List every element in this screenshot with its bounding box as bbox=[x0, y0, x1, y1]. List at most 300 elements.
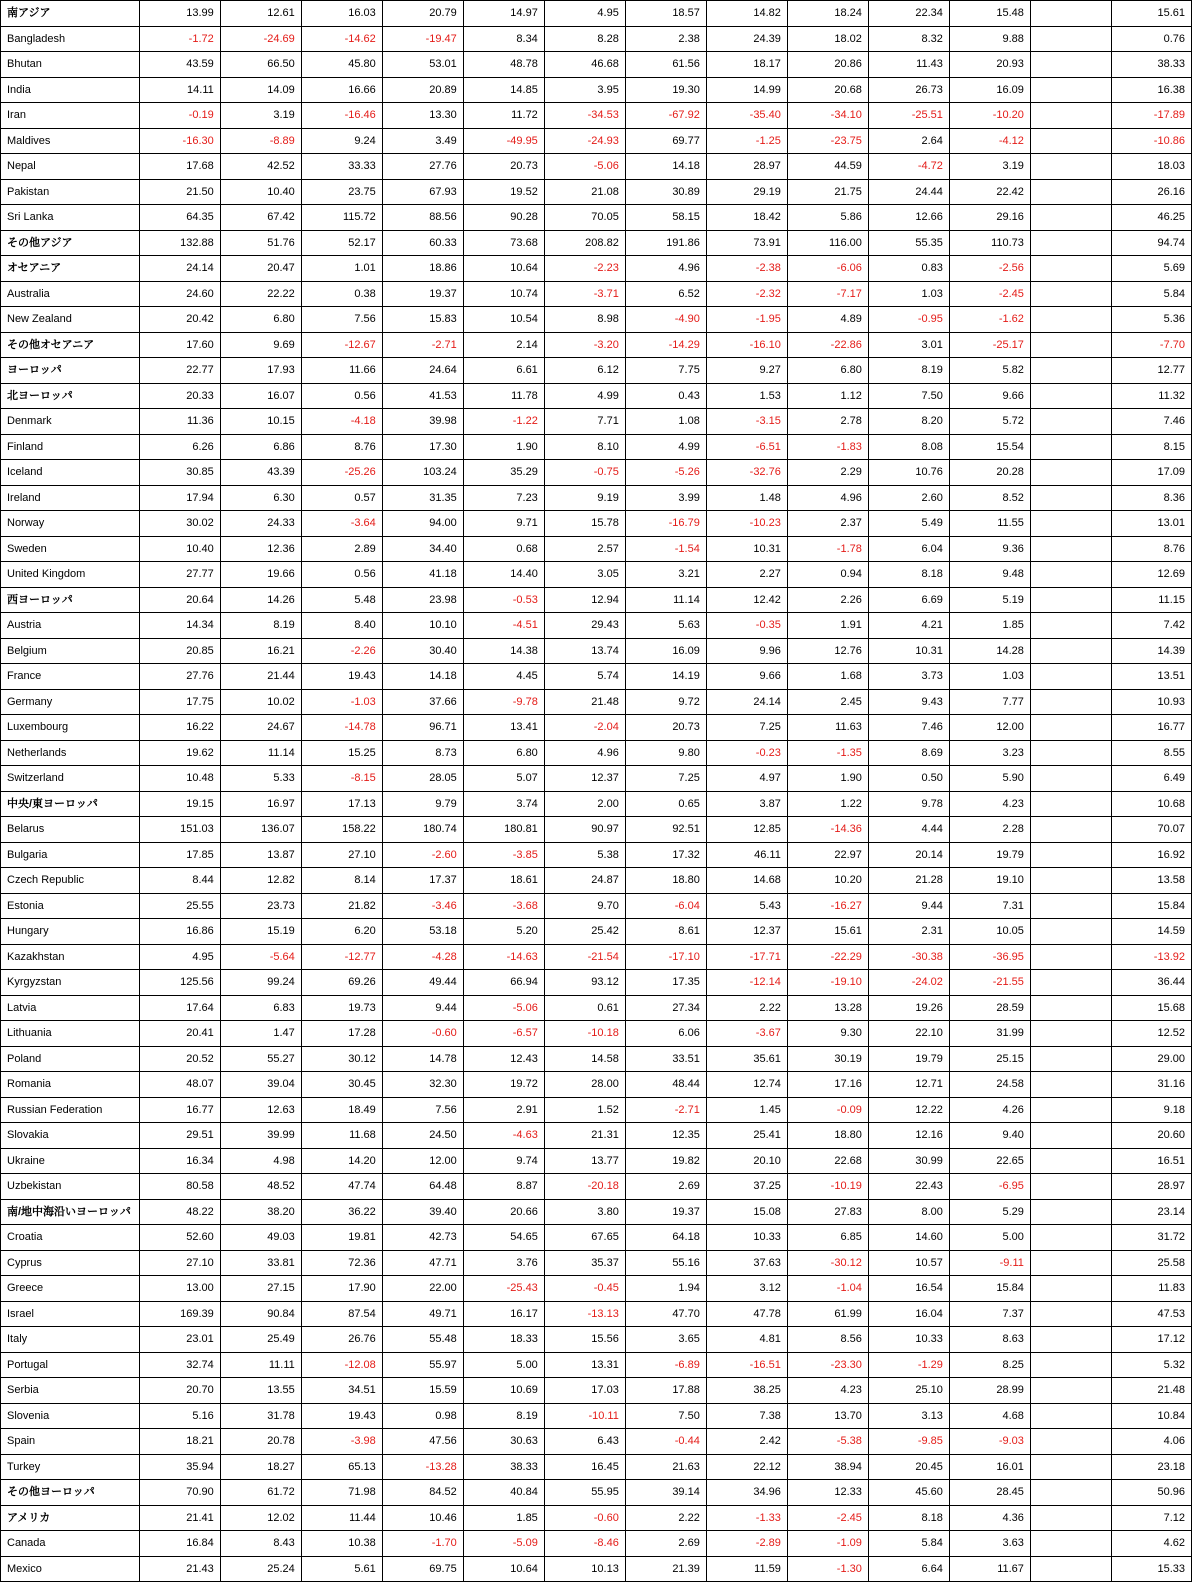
value-cell: 37.66 bbox=[382, 689, 463, 715]
value-cell: 6.30 bbox=[220, 485, 301, 511]
value-cell: -4.28 bbox=[382, 944, 463, 970]
value-cell: 16.34 bbox=[139, 1148, 220, 1174]
table-row bbox=[1, 383, 1192, 409]
value-cell: 8.19 bbox=[463, 1403, 544, 1429]
value-cell: 8.19 bbox=[868, 358, 949, 384]
value-cell: 29.00 bbox=[1111, 1046, 1191, 1072]
value-cell: 24.64 bbox=[382, 358, 463, 384]
row-label: Finland bbox=[1, 434, 140, 460]
value-cell: 3.19 bbox=[949, 154, 1030, 180]
empty-cell bbox=[1030, 154, 1111, 180]
value-cell: 6.69 bbox=[868, 587, 949, 613]
value-cell: 26.73 bbox=[868, 77, 949, 103]
value-cell: -16.46 bbox=[301, 103, 382, 129]
value-cell: -24.93 bbox=[544, 128, 625, 154]
row-label: Cyprus bbox=[1, 1250, 140, 1276]
value-cell: 16.97 bbox=[220, 791, 301, 817]
value-cell: 10.15 bbox=[220, 409, 301, 435]
value-cell: 47.71 bbox=[382, 1250, 463, 1276]
value-cell: 27.10 bbox=[139, 1250, 220, 1276]
value-cell: 15.56 bbox=[544, 1327, 625, 1353]
value-cell: 24.44 bbox=[868, 179, 949, 205]
value-cell: 19.37 bbox=[382, 281, 463, 307]
value-cell: 15.54 bbox=[949, 434, 1030, 460]
value-cell: 49.03 bbox=[220, 1225, 301, 1251]
value-cell: -13.92 bbox=[1111, 944, 1191, 970]
value-cell: 20.73 bbox=[625, 715, 706, 741]
value-cell: 64.18 bbox=[625, 1225, 706, 1251]
value-cell: 4.45 bbox=[463, 664, 544, 690]
row-label: Austria bbox=[1, 613, 140, 639]
value-cell: 3.49 bbox=[382, 128, 463, 154]
value-cell: 10.31 bbox=[868, 638, 949, 664]
value-cell: 5.16 bbox=[139, 1403, 220, 1429]
value-cell: 6.80 bbox=[787, 358, 868, 384]
value-cell: 19.73 bbox=[301, 995, 382, 1021]
value-cell: 14.99 bbox=[706, 77, 787, 103]
value-cell: 20.47 bbox=[220, 256, 301, 282]
value-cell: 16.54 bbox=[868, 1276, 949, 1302]
empty-cell bbox=[1030, 1480, 1111, 1506]
value-cell: 28.97 bbox=[1111, 1174, 1191, 1200]
value-cell: 1.85 bbox=[949, 613, 1030, 639]
value-cell: -16.27 bbox=[787, 893, 868, 919]
value-cell: 0.56 bbox=[301, 562, 382, 588]
value-cell: 16.07 bbox=[220, 383, 301, 409]
value-cell: 39.99 bbox=[220, 1123, 301, 1149]
table-row bbox=[1, 485, 1192, 511]
value-cell: 5.49 bbox=[868, 511, 949, 537]
value-cell: 5.32 bbox=[1111, 1352, 1191, 1378]
value-cell: 12.33 bbox=[787, 1480, 868, 1506]
value-cell: 42.73 bbox=[382, 1225, 463, 1251]
value-cell: 31.78 bbox=[220, 1403, 301, 1429]
value-cell: 8.08 bbox=[868, 434, 949, 460]
table-row bbox=[1, 689, 1192, 715]
value-cell: 38.25 bbox=[706, 1378, 787, 1404]
value-cell: 9.71 bbox=[463, 511, 544, 537]
value-cell: 11.66 bbox=[301, 358, 382, 384]
value-cell: 10.76 bbox=[868, 460, 949, 486]
value-cell: 38.33 bbox=[1111, 52, 1191, 78]
value-cell: 4.89 bbox=[787, 307, 868, 333]
value-cell: -1.29 bbox=[868, 1352, 949, 1378]
value-cell: 20.33 bbox=[139, 383, 220, 409]
value-cell: 1.53 bbox=[706, 383, 787, 409]
value-cell: 52.17 bbox=[301, 230, 382, 256]
value-cell: 28.45 bbox=[949, 1480, 1030, 1506]
value-cell: 38.33 bbox=[463, 1454, 544, 1480]
value-cell: 15.68 bbox=[1111, 995, 1191, 1021]
value-cell: 27.76 bbox=[139, 664, 220, 690]
empty-cell bbox=[1030, 1429, 1111, 1455]
value-cell: 21.50 bbox=[139, 179, 220, 205]
value-cell: 16.92 bbox=[1111, 842, 1191, 868]
value-cell: 14.38 bbox=[463, 638, 544, 664]
value-cell: -10.20 bbox=[949, 103, 1030, 129]
value-cell: -10.86 bbox=[1111, 128, 1191, 154]
value-cell: 18.21 bbox=[139, 1429, 220, 1455]
value-cell: 32.74 bbox=[139, 1352, 220, 1378]
value-cell: 23.75 bbox=[301, 179, 382, 205]
value-cell: 46.68 bbox=[544, 52, 625, 78]
value-cell: -8.46 bbox=[544, 1531, 625, 1557]
value-cell: 24.39 bbox=[706, 26, 787, 52]
value-cell: 47.74 bbox=[301, 1174, 382, 1200]
table-row bbox=[1, 791, 1192, 817]
value-cell: 24.50 bbox=[382, 1123, 463, 1149]
value-cell: 6.86 bbox=[220, 434, 301, 460]
value-cell: 18.61 bbox=[463, 868, 544, 894]
row-label: Latvia bbox=[1, 995, 140, 1021]
value-cell: 20.52 bbox=[139, 1046, 220, 1072]
table-row bbox=[1, 536, 1192, 562]
value-cell: 55.97 bbox=[382, 1352, 463, 1378]
value-cell: 6.80 bbox=[220, 307, 301, 333]
value-cell: 10.33 bbox=[868, 1327, 949, 1353]
value-cell: 1.90 bbox=[463, 434, 544, 460]
value-cell: 17.88 bbox=[625, 1378, 706, 1404]
value-cell: 5.86 bbox=[787, 205, 868, 231]
row-label: Portugal bbox=[1, 1352, 140, 1378]
value-cell: -35.40 bbox=[706, 103, 787, 129]
empty-cell bbox=[1030, 1199, 1111, 1225]
value-cell: 110.73 bbox=[949, 230, 1030, 256]
value-cell: 10.68 bbox=[1111, 791, 1191, 817]
value-cell: -2.26 bbox=[301, 638, 382, 664]
value-cell: -1.95 bbox=[706, 307, 787, 333]
value-cell: 19.15 bbox=[139, 791, 220, 817]
value-cell: 15.48 bbox=[949, 1, 1030, 27]
value-cell: 16.17 bbox=[463, 1301, 544, 1327]
value-cell: 21.41 bbox=[139, 1505, 220, 1531]
value-cell: 11.14 bbox=[220, 740, 301, 766]
value-cell: -10.18 bbox=[544, 1021, 625, 1047]
value-cell: -10.11 bbox=[544, 1403, 625, 1429]
value-cell: 48.44 bbox=[625, 1072, 706, 1098]
value-cell: 13.01 bbox=[1111, 511, 1191, 537]
value-cell: -1.22 bbox=[463, 409, 544, 435]
value-cell: 2.78 bbox=[787, 409, 868, 435]
value-cell: 9.43 bbox=[868, 689, 949, 715]
value-cell: 23.98 bbox=[382, 587, 463, 613]
value-cell: 5.38 bbox=[544, 842, 625, 868]
value-cell: 67.65 bbox=[544, 1225, 625, 1251]
value-cell: 19.30 bbox=[625, 77, 706, 103]
value-cell: 10.64 bbox=[463, 256, 544, 282]
value-cell: 25.55 bbox=[139, 893, 220, 919]
value-cell: 64.48 bbox=[382, 1174, 463, 1200]
value-cell: -12.14 bbox=[706, 970, 787, 996]
row-label: Sri Lanka bbox=[1, 205, 140, 231]
empty-cell bbox=[1030, 52, 1111, 78]
value-cell: 30.12 bbox=[301, 1046, 382, 1072]
value-cell: 54.65 bbox=[463, 1225, 544, 1251]
row-label: Sweden bbox=[1, 536, 140, 562]
value-cell: 3.19 bbox=[220, 103, 301, 129]
value-cell: -2.32 bbox=[706, 281, 787, 307]
value-cell: 47.56 bbox=[382, 1429, 463, 1455]
value-cell: 24.14 bbox=[706, 689, 787, 715]
value-cell: 12.66 bbox=[868, 205, 949, 231]
value-cell: 21.82 bbox=[301, 893, 382, 919]
value-cell: 30.85 bbox=[139, 460, 220, 486]
value-cell: 20.85 bbox=[139, 638, 220, 664]
value-cell: 19.43 bbox=[301, 664, 382, 690]
value-cell: 52.60 bbox=[139, 1225, 220, 1251]
table-row bbox=[1, 103, 1192, 129]
value-cell: -5.06 bbox=[463, 995, 544, 1021]
value-cell: 22.22 bbox=[220, 281, 301, 307]
value-cell: 19.72 bbox=[463, 1072, 544, 1098]
value-cell: -30.38 bbox=[868, 944, 949, 970]
value-cell: 151.03 bbox=[139, 817, 220, 843]
value-cell: -25.17 bbox=[949, 332, 1030, 358]
value-cell: 3.80 bbox=[544, 1199, 625, 1225]
value-cell: -1.54 bbox=[625, 536, 706, 562]
value-cell: 13.28 bbox=[787, 995, 868, 1021]
value-cell: 20.78 bbox=[220, 1429, 301, 1455]
value-cell: 34.51 bbox=[301, 1378, 382, 1404]
value-cell: 2.29 bbox=[787, 460, 868, 486]
row-label: Serbia bbox=[1, 1378, 140, 1404]
value-cell: -14.29 bbox=[625, 332, 706, 358]
value-cell: 4.36 bbox=[949, 1505, 1030, 1531]
value-cell: 14.39 bbox=[1111, 638, 1191, 664]
value-cell: 11.68 bbox=[301, 1123, 382, 1149]
value-cell: 22.34 bbox=[868, 1, 949, 27]
empty-cell bbox=[1030, 1174, 1111, 1200]
table-row bbox=[1, 77, 1192, 103]
value-cell: 0.76 bbox=[1111, 26, 1191, 52]
value-cell: -1.04 bbox=[787, 1276, 868, 1302]
value-cell: 47.70 bbox=[625, 1301, 706, 1327]
value-cell: 17.64 bbox=[139, 995, 220, 1021]
value-cell: 10.54 bbox=[463, 307, 544, 333]
value-cell: 1.52 bbox=[544, 1097, 625, 1123]
value-cell: 2.69 bbox=[625, 1174, 706, 1200]
value-cell: -21.55 bbox=[949, 970, 1030, 996]
row-label: Bulgaria bbox=[1, 842, 140, 868]
value-cell: 87.54 bbox=[301, 1301, 382, 1327]
value-cell: -13.13 bbox=[544, 1301, 625, 1327]
value-cell: 14.68 bbox=[706, 868, 787, 894]
value-cell: 22.43 bbox=[868, 1174, 949, 1200]
value-cell: 2.31 bbox=[868, 919, 949, 945]
value-cell: 17.93 bbox=[220, 358, 301, 384]
value-cell: -7.70 bbox=[1111, 332, 1191, 358]
row-label: Slovakia bbox=[1, 1123, 140, 1149]
value-cell: 5.00 bbox=[949, 1225, 1030, 1251]
value-cell: 18.27 bbox=[220, 1454, 301, 1480]
value-cell: 1.01 bbox=[301, 256, 382, 282]
value-cell: 19.10 bbox=[949, 868, 1030, 894]
row-label: Canada bbox=[1, 1531, 140, 1557]
value-cell: -36.95 bbox=[949, 944, 1030, 970]
value-cell: 180.74 bbox=[382, 817, 463, 843]
value-cell: 1.94 bbox=[625, 1276, 706, 1302]
value-cell: 27.83 bbox=[787, 1199, 868, 1225]
value-cell: 103.24 bbox=[382, 460, 463, 486]
table-row bbox=[1, 281, 1192, 307]
value-cell: 16.77 bbox=[1111, 715, 1191, 741]
value-cell: 34.96 bbox=[706, 1480, 787, 1506]
value-cell: -10.23 bbox=[706, 511, 787, 537]
value-cell: 88.56 bbox=[382, 205, 463, 231]
value-cell: 16.22 bbox=[139, 715, 220, 741]
value-cell: 39.04 bbox=[220, 1072, 301, 1098]
value-cell: 10.74 bbox=[463, 281, 544, 307]
value-cell: -6.06 bbox=[787, 256, 868, 282]
table-row bbox=[1, 1480, 1192, 1506]
value-cell: 17.75 bbox=[139, 689, 220, 715]
value-cell: 48.78 bbox=[463, 52, 544, 78]
value-cell: 7.77 bbox=[949, 689, 1030, 715]
value-cell: -17.10 bbox=[625, 944, 706, 970]
empty-cell bbox=[1030, 103, 1111, 129]
value-cell: 7.75 bbox=[625, 358, 706, 384]
row-label: Norway bbox=[1, 511, 140, 537]
value-cell: 12.82 bbox=[220, 868, 301, 894]
table-row bbox=[1, 817, 1192, 843]
value-cell: 19.82 bbox=[625, 1148, 706, 1174]
value-cell: 43.59 bbox=[139, 52, 220, 78]
value-cell: 0.56 bbox=[301, 383, 382, 409]
table-row bbox=[1, 1199, 1192, 1225]
table-row bbox=[1, 868, 1192, 894]
value-cell: 13.31 bbox=[544, 1352, 625, 1378]
table-row bbox=[1, 664, 1192, 690]
value-cell: 18.86 bbox=[382, 256, 463, 282]
value-cell: 35.29 bbox=[463, 460, 544, 486]
value-cell: 14.78 bbox=[382, 1046, 463, 1072]
empty-cell bbox=[1030, 409, 1111, 435]
value-cell: 48.07 bbox=[139, 1072, 220, 1098]
value-cell: 11.43 bbox=[868, 52, 949, 78]
row-label: Denmark bbox=[1, 409, 140, 435]
value-cell: 8.55 bbox=[1111, 740, 1191, 766]
value-cell: 15.25 bbox=[301, 740, 382, 766]
value-cell: 17.85 bbox=[139, 842, 220, 868]
value-cell: 38.20 bbox=[220, 1199, 301, 1225]
value-cell: 6.04 bbox=[868, 536, 949, 562]
value-cell: 12.69 bbox=[1111, 562, 1191, 588]
value-cell: 29.16 bbox=[949, 205, 1030, 231]
empty-cell bbox=[1030, 434, 1111, 460]
value-cell: 72.36 bbox=[301, 1250, 382, 1276]
value-cell: 14.58 bbox=[544, 1046, 625, 1072]
value-cell: 6.20 bbox=[301, 919, 382, 945]
value-cell: 0.98 bbox=[382, 1403, 463, 1429]
value-cell: 12.76 bbox=[787, 638, 868, 664]
value-cell: 2.27 bbox=[706, 562, 787, 588]
value-cell: -2.89 bbox=[706, 1531, 787, 1557]
row-label: Russian Federation bbox=[1, 1097, 140, 1123]
value-cell: 25.58 bbox=[1111, 1250, 1191, 1276]
value-cell: 8.56 bbox=[787, 1327, 868, 1353]
value-cell: 16.86 bbox=[139, 919, 220, 945]
value-cell: 2.57 bbox=[544, 536, 625, 562]
value-cell: -3.68 bbox=[463, 893, 544, 919]
row-label: 西ヨーロッパ bbox=[1, 587, 140, 613]
value-cell: -2.45 bbox=[787, 1505, 868, 1531]
value-cell: 8.10 bbox=[544, 434, 625, 460]
table-row bbox=[1, 1046, 1192, 1072]
value-cell: 14.18 bbox=[382, 664, 463, 690]
value-cell: 20.70 bbox=[139, 1378, 220, 1404]
value-cell: -9.11 bbox=[949, 1250, 1030, 1276]
row-label: Kyrgyzstan bbox=[1, 970, 140, 996]
table-row bbox=[1, 919, 1192, 945]
value-cell: 5.82 bbox=[949, 358, 1030, 384]
row-label: その他ヨーロッパ bbox=[1, 1480, 140, 1506]
empty-cell bbox=[1030, 1021, 1111, 1047]
value-cell: 11.63 bbox=[787, 715, 868, 741]
value-cell: -10.19 bbox=[787, 1174, 868, 1200]
value-cell: -5.64 bbox=[220, 944, 301, 970]
value-cell: 12.37 bbox=[706, 919, 787, 945]
value-cell: 19.79 bbox=[949, 842, 1030, 868]
value-cell: -5.38 bbox=[787, 1429, 868, 1455]
value-cell: -25.43 bbox=[463, 1276, 544, 1302]
value-cell: 13.74 bbox=[544, 638, 625, 664]
value-cell: 20.73 bbox=[463, 154, 544, 180]
value-cell: 17.16 bbox=[787, 1072, 868, 1098]
value-cell: 30.99 bbox=[868, 1148, 949, 1174]
empty-cell bbox=[1030, 1097, 1111, 1123]
value-cell: 8.19 bbox=[220, 613, 301, 639]
empty-cell bbox=[1030, 638, 1111, 664]
table-row bbox=[1, 332, 1192, 358]
value-cell: 2.60 bbox=[868, 485, 949, 511]
value-cell: 12.35 bbox=[625, 1123, 706, 1149]
value-cell: 16.66 bbox=[301, 77, 382, 103]
value-cell: 36.44 bbox=[1111, 970, 1191, 996]
value-cell: 1.03 bbox=[949, 664, 1030, 690]
value-cell: -20.18 bbox=[544, 1174, 625, 1200]
value-cell: -3.85 bbox=[463, 842, 544, 868]
value-cell: 0.57 bbox=[301, 485, 382, 511]
value-cell: 7.25 bbox=[706, 715, 787, 741]
value-cell: 28.00 bbox=[544, 1072, 625, 1098]
value-cell: -4.18 bbox=[301, 409, 382, 435]
value-cell: 60.33 bbox=[382, 230, 463, 256]
value-cell: 29.19 bbox=[706, 179, 787, 205]
value-cell: 3.23 bbox=[949, 740, 1030, 766]
value-cell: 6.49 bbox=[1111, 766, 1191, 792]
value-cell: -30.12 bbox=[787, 1250, 868, 1276]
value-cell: 18.57 bbox=[625, 1, 706, 27]
value-cell: 5.20 bbox=[463, 919, 544, 945]
value-cell: 73.68 bbox=[463, 230, 544, 256]
value-cell: 2.26 bbox=[787, 587, 868, 613]
value-cell: -21.54 bbox=[544, 944, 625, 970]
value-cell: 23.73 bbox=[220, 893, 301, 919]
value-cell: -1.72 bbox=[139, 26, 220, 52]
value-cell: 73.91 bbox=[706, 230, 787, 256]
value-cell: -1.30 bbox=[787, 1556, 868, 1582]
value-cell: 8.15 bbox=[1111, 434, 1191, 460]
value-cell: 8.40 bbox=[301, 613, 382, 639]
value-cell: -0.35 bbox=[706, 613, 787, 639]
value-cell: 25.24 bbox=[220, 1556, 301, 1582]
table-row bbox=[1, 715, 1192, 741]
empty-cell bbox=[1030, 1531, 1111, 1557]
value-cell: 16.77 bbox=[139, 1097, 220, 1123]
row-label: Romania bbox=[1, 1072, 140, 1098]
value-cell: 17.68 bbox=[139, 154, 220, 180]
value-cell: 5.69 bbox=[1111, 256, 1191, 282]
